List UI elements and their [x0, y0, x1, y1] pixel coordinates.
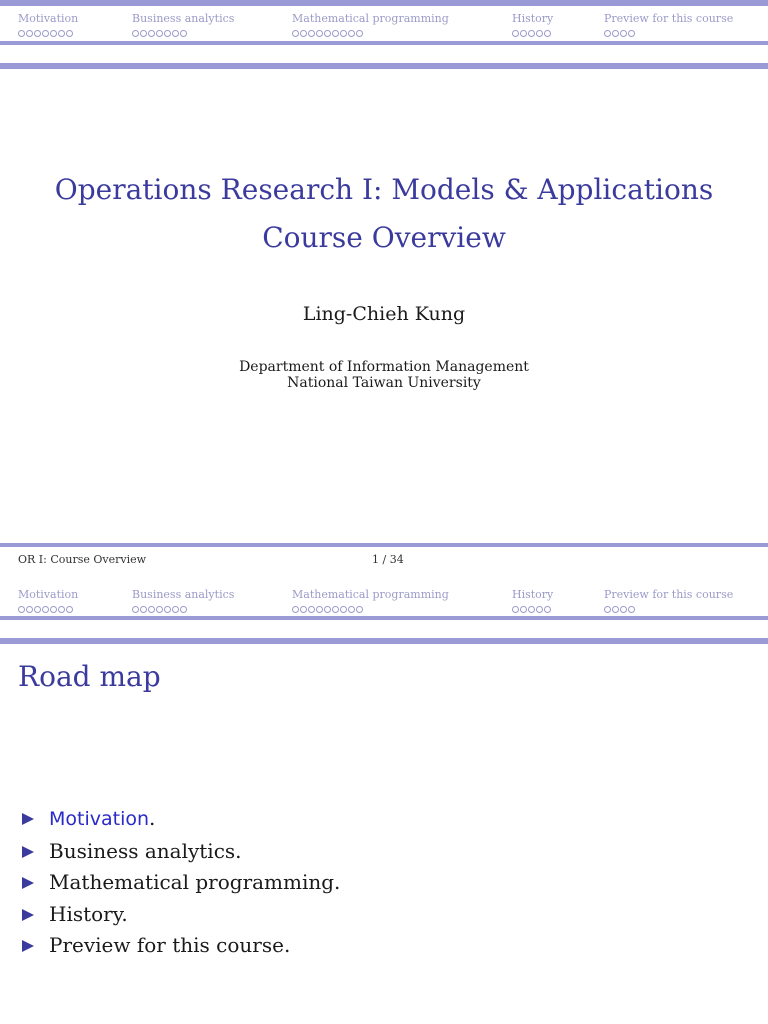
nav-frame-dot[interactable] — [512, 30, 519, 37]
footer-title: OR I: Course Overview — [18, 553, 147, 566]
nav-label[interactable]: Preview for this course — [604, 12, 734, 25]
nav-frame-dot[interactable] — [628, 30, 635, 37]
nav-frame-dot[interactable] — [66, 606, 73, 613]
nav-label[interactable]: Motivation — [18, 588, 79, 601]
nav-label[interactable]: Mathematical programming — [292, 588, 449, 601]
nav-frame-dot[interactable] — [140, 30, 147, 37]
nav-frame-dot[interactable] — [324, 30, 331, 37]
nav-frame-dot[interactable] — [50, 606, 57, 613]
nav-frame-dot[interactable] — [332, 606, 339, 613]
nav-frame-dot[interactable] — [620, 606, 627, 613]
nav-frame-dot[interactable] — [156, 30, 163, 37]
list-item-text: Business analytics. — [49, 838, 242, 863]
footer — [0, 553, 768, 567]
nav-frame-dot[interactable] — [308, 30, 315, 37]
footer-band-top — [0, 543, 768, 547]
header-band — [0, 63, 768, 69]
nav-frame-dot[interactable] — [66, 30, 73, 37]
nav-dots[interactable] — [18, 27, 78, 35]
nav-dots[interactable] — [512, 27, 553, 35]
nav-frame-dot[interactable] — [536, 606, 543, 613]
nav-frame-dot[interactable] — [324, 606, 331, 613]
nav-frame-dot[interactable] — [156, 606, 163, 613]
author: Ling-Chieh Kung — [302, 303, 466, 325]
list-item — [22, 930, 340, 962]
page-number: 1 / 34 — [372, 553, 404, 566]
nav-frame-dot[interactable] — [164, 30, 171, 37]
nav-frame-dot[interactable] — [34, 30, 41, 37]
nav-section-history[interactable] — [512, 12, 553, 35]
nav-label[interactable]: Preview for this course — [604, 588, 734, 601]
nav-frame-dot[interactable] — [300, 606, 307, 613]
nav-frame-dot[interactable] — [528, 30, 535, 37]
nav-frame-dot[interactable] — [132, 606, 139, 613]
nav-label[interactable]: History — [512, 588, 554, 601]
institute-line-1: Department of Information Management — [239, 359, 529, 375]
nav-frame-dot[interactable] — [180, 30, 187, 37]
nav-label[interactable]: History — [512, 12, 554, 25]
nav-section-motivation[interactable] — [18, 12, 78, 35]
nav-frame-dot[interactable] — [164, 606, 171, 613]
bullet-triangle-icon — [22, 877, 34, 889]
nav-label[interactable]: Business analytics — [132, 12, 235, 25]
nav-frame-dot[interactable] — [348, 606, 355, 613]
nav-frame-dot[interactable] — [148, 30, 155, 37]
header-band — [0, 638, 768, 644]
nav-frame-dot[interactable] — [34, 606, 41, 613]
nav-frame-dot[interactable] — [58, 30, 65, 37]
nav-frame-dot[interactable] — [172, 606, 179, 613]
nav-bottom-band — [0, 41, 768, 45]
nav-frame-dot[interactable] — [148, 606, 155, 613]
presentation-subtitle: Course Overview — [262, 221, 506, 254]
nav-label[interactable]: Mathematical programming — [292, 12, 449, 25]
nav-frame-dot[interactable] — [292, 30, 299, 37]
roadmap-list — [22, 803, 340, 962]
nav-frame-dot[interactable] — [340, 30, 347, 37]
bullet-triangle-icon — [22, 940, 34, 952]
nav-frame-dot[interactable] — [536, 30, 543, 37]
nav-frame-dot[interactable] — [180, 606, 187, 613]
nav-frame-dot[interactable] — [512, 606, 519, 613]
bullet-triangle-icon — [22, 909, 34, 921]
nav-frame-dot[interactable] — [58, 606, 65, 613]
nav-dots[interactable] — [512, 603, 553, 611]
nav-frame-dot[interactable] — [308, 606, 315, 613]
nav-dots[interactable] — [18, 603, 78, 611]
nav-frame-dot[interactable] — [340, 606, 347, 613]
nav-frame-dot[interactable] — [332, 30, 339, 37]
list-item — [22, 836, 340, 868]
bullet-triangle-icon — [22, 846, 34, 858]
list-item — [22, 899, 340, 931]
nav-dots[interactable] — [132, 27, 234, 35]
nav-frame-dot[interactable] — [26, 606, 33, 613]
nav-frame-dot[interactable] — [520, 606, 527, 613]
nav-dots[interactable] — [292, 603, 449, 611]
nav-frame-dot[interactable] — [544, 606, 551, 613]
roadmap-slide — [0, 570, 768, 1024]
nav-section-business-analytics[interactable] — [132, 12, 234, 35]
nav-frame-dot[interactable] — [612, 606, 619, 613]
list-item-text: History. — [49, 901, 128, 926]
nav-section-preview[interactable] — [604, 12, 733, 35]
nav-frame-dot[interactable] — [42, 30, 49, 37]
bullet-triangle-icon — [22, 813, 34, 825]
nav-section-business-analytics[interactable] — [132, 588, 234, 611]
list-item — [22, 803, 340, 836]
nav-frame-dot[interactable] — [356, 606, 363, 613]
nav-frame-dot[interactable] — [132, 30, 139, 37]
nav-dots[interactable] — [604, 27, 733, 35]
list-item-suffix: . — [149, 806, 156, 830]
nav-frame-dot[interactable] — [50, 30, 57, 37]
nav-section-mathematical-programming[interactable] — [292, 588, 449, 611]
presentation-title: Operations Research I: Models & Applications — [54, 173, 714, 206]
nav-section-history[interactable] — [512, 588, 553, 611]
nav-frame-dot[interactable] — [628, 606, 635, 613]
institute-line-2: National Taiwan University — [287, 375, 481, 391]
nav-bar — [0, 6, 768, 42]
nav-label[interactable]: Business analytics — [132, 588, 235, 601]
nav-frame-dot[interactable] — [172, 30, 179, 37]
nav-frame-dot[interactable] — [520, 30, 527, 37]
nav-frame-dot[interactable] — [620, 30, 627, 37]
frame-title: Road map — [18, 660, 161, 693]
list-item-text: Motivation — [49, 808, 150, 830]
nav-frame-dot[interactable] — [316, 606, 323, 613]
nav-frame-dot[interactable] — [300, 30, 307, 37]
nav-frame-dot[interactable] — [612, 30, 619, 37]
list-item — [22, 867, 340, 899]
nav-section-motivation[interactable] — [18, 588, 78, 611]
nav-dots[interactable] — [604, 603, 733, 611]
nav-label[interactable]: Motivation — [18, 12, 79, 25]
nav-frame-dot[interactable] — [42, 606, 49, 613]
list-item-text: Preview for this course. — [49, 933, 291, 957]
nav-frame-dot[interactable] — [292, 606, 299, 613]
nav-frame-dot[interactable] — [356, 30, 363, 37]
nav-section-preview[interactable] — [604, 588, 733, 611]
nav-frame-dot[interactable] — [316, 30, 323, 37]
nav-frame-dot[interactable] — [528, 606, 535, 613]
nav-frame-dot[interactable] — [140, 606, 147, 613]
nav-frame-dot[interactable] — [604, 606, 611, 613]
nav-section-mathematical-programming[interactable] — [292, 12, 449, 35]
nav-frame-dot[interactable] — [18, 606, 25, 613]
nav-frame-dot[interactable] — [26, 30, 33, 37]
nav-dots[interactable] — [292, 27, 449, 35]
nav-frame-dot[interactable] — [604, 30, 611, 37]
nav-frame-dot[interactable] — [544, 30, 551, 37]
nav-frame-dot[interactable] — [18, 30, 25, 37]
nav-bottom-band — [0, 616, 768, 620]
nav-bar — [0, 582, 768, 618]
list-item-text: Mathematical programming. — [49, 870, 341, 894]
nav-dots[interactable] — [132, 603, 234, 611]
nav-frame-dot[interactable] — [348, 30, 355, 37]
